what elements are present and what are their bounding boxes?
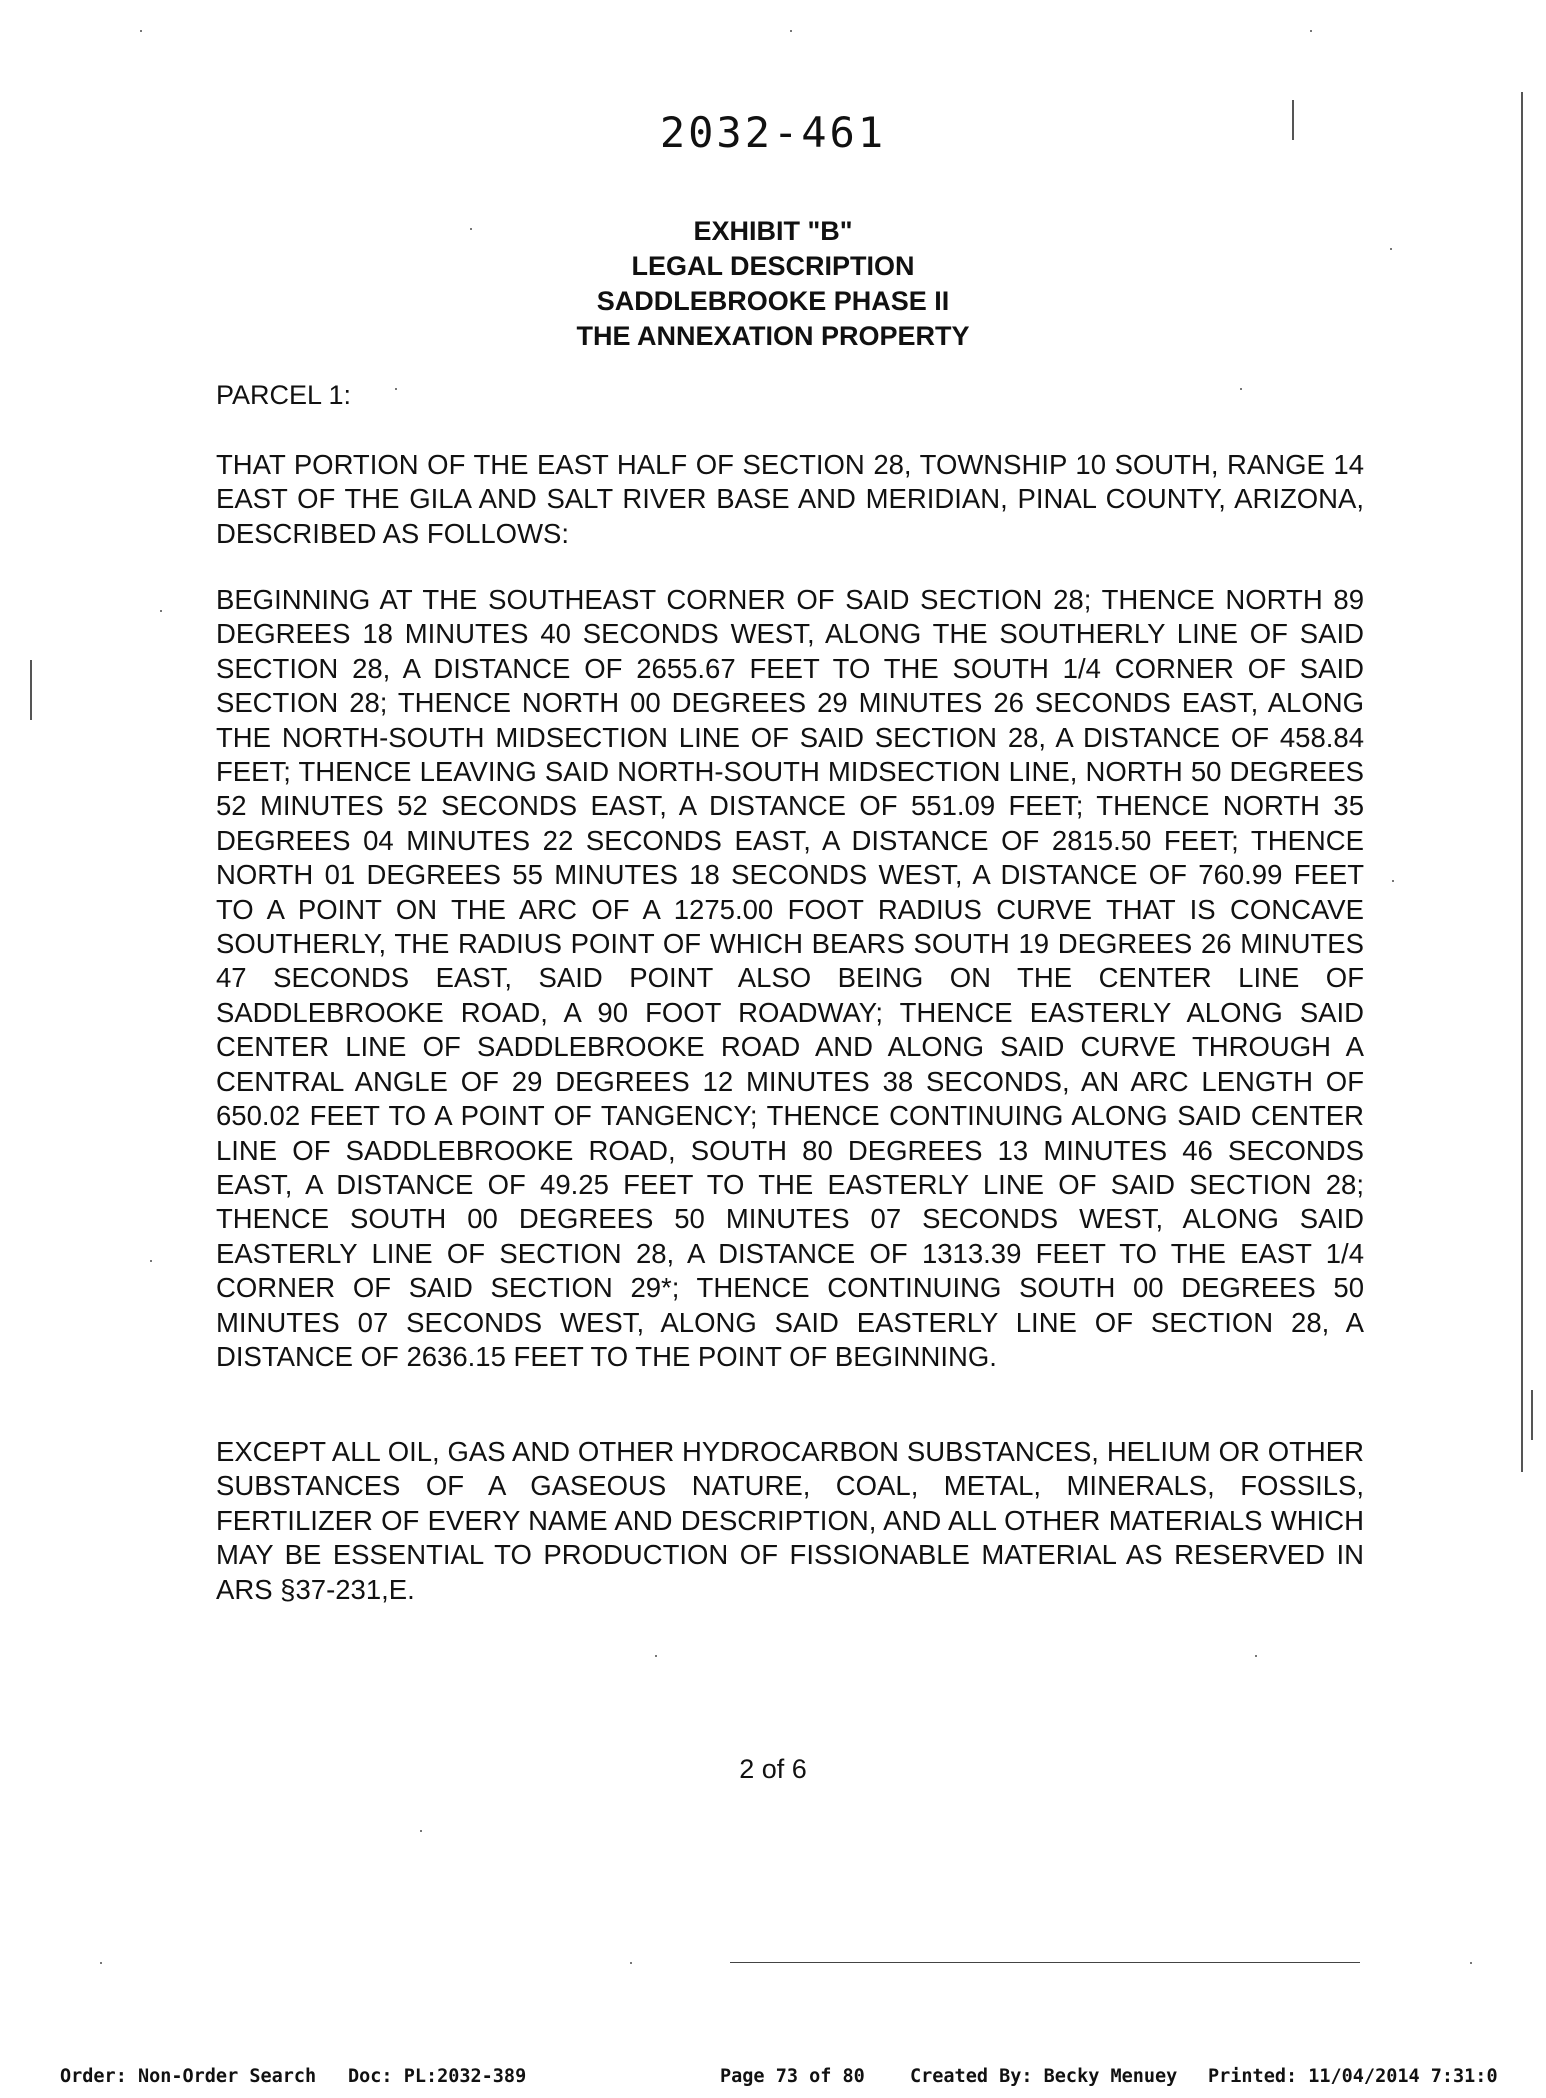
exhibit-heading bbox=[0, 214, 1546, 354]
scan-edge-line bbox=[1521, 92, 1523, 1472]
parcel-label: PARCEL 1: bbox=[216, 380, 352, 410]
scan-speck bbox=[100, 1962, 102, 1964]
scan-speck bbox=[420, 1830, 422, 1832]
page-number: 2 of 6 bbox=[739, 1754, 807, 1784]
footer-order: Order: Non-Order Search bbox=[60, 2066, 317, 2087]
scan-speck bbox=[630, 1962, 632, 1964]
scan-speck bbox=[470, 228, 472, 230]
heading-property-line: THE ANNEXATION PROPERTY bbox=[576, 321, 970, 351]
footer-printed: Printed: 11/04/2014 7:31:0 bbox=[1208, 2066, 1498, 2087]
scan-speck bbox=[655, 1655, 657, 1657]
bottom-rule bbox=[730, 1962, 1360, 1963]
heading-exhibit-line: EXHIBIT "B" bbox=[693, 216, 853, 246]
scan-mark bbox=[30, 660, 32, 720]
scan-speck bbox=[1392, 880, 1394, 882]
scan-speck bbox=[1390, 248, 1392, 250]
heading-legal-description-line: LEGAL DESCRIPTION bbox=[631, 251, 915, 281]
scan-speck bbox=[1240, 388, 1242, 390]
mineral-exception-paragraph: EXCEPT ALL OIL, GAS AND OTHER HYDROCARBON SUBSTANCES, HELIUM OR OTHER SUBSTANCES OF A GASEOUS NATURE, COAL, METAL, MINERALS, FOSSILS, FERTILIZER OF EVERY NAME AND DESCRIPTION, AND ALL OTHER MATERIALS WHICH MAY BE ESSENTIAL TO PRODUCTION OF FISSIONABLE MATERIAL AS RESERVED IN ARS §37-231,E. bbox=[216, 1436, 1364, 1605]
parcel-intro-paragraph: THAT PORTION OF THE EAST HALF OF SECTION 28, TOWNSHIP 10 SOUTH, RANGE 14 EAST OF THE GILA AND SALT RIVER BASE AND MERIDIAN, PINAL COUNTY, ARIZONA, DESCRIBED AS FOLLOWS: bbox=[216, 449, 1364, 549]
footer-created-by: Created By: Becky Menuey bbox=[910, 2066, 1178, 2087]
footer-doc: Doc: PL:2032-389 bbox=[348, 2066, 527, 2087]
scan-mark bbox=[1531, 1390, 1533, 1440]
scan-speck bbox=[140, 30, 142, 32]
scan-speck bbox=[790, 30, 792, 32]
scan-speck bbox=[150, 1260, 152, 1262]
scan-speck bbox=[395, 388, 397, 390]
scan-speck bbox=[1470, 1962, 1472, 1964]
scan-speck bbox=[1310, 30, 1312, 32]
scan-mark bbox=[1292, 100, 1294, 140]
scan-speck bbox=[1255, 1655, 1257, 1657]
recording-number: 2032-461 bbox=[659, 108, 887, 157]
scan-speck bbox=[160, 610, 162, 612]
heading-subdivision-line: SADDLEBROOKE PHASE II bbox=[596, 286, 950, 316]
footer-page: Page 73 of 80 bbox=[720, 2066, 865, 2087]
metes-and-bounds-paragraph: BEGINNING AT THE SOUTHEAST CORNER OF SAID SECTION 28; THENCE NORTH 89 DEGREES 18 MINUTES 40 SECONDS WEST, ALONG THE SOUTHERLY LINE OF SAID SECTION 28, A DISTANCE OF 2655.67 FEET TO THE SOUTH 1/4 CORNER OF SAID SECTION 28; THENCE NORTH 00 DEGREES 29 MINUTES 26 SECONDS EAST, ALONG THE NORTH-SOUTH MIDSECTION LINE OF SAID SECTION 28, A DISTANCE OF 458.84 FEET; THENCE LEAVING SAID NORTH-SOUTH MIDSECTION LINE, NORTH 50 DEGREES 52 MINUTES 52 SECONDS EAST, A DISTANCE OF 551.09 FEET; THENCE NORTH 35 DEGREES 04 MINUTES 22 SECONDS EAST, A DISTANCE OF 2815.50 FEET; THENCE NORTH 01 DEGREES 55 MINUTES 18 SECONDS WEST, A DISTANCE OF 760.99 FEET TO A POINT ON THE ARC OF A 1275.00 FOOT RADIUS CURVE THAT IS CONCAVE SOUTHERLY, THE RADIUS POINT OF WHICH BEARS SOUTH 19 DEGREES 26 MINUTES 47 SECONDS EAST, SAID POINT ALSO BEING ON THE CENTER LINE OF SADDLEBROOKE ROAD, A 90 FOOT ROADWAY; THENCE EASTERLY ALONG SAID CENTER LINE OF SADDLEBROOKE ROAD AND ALONG SAID CURVE THROUGH A CENTRAL ANGLE OF 29 DEGREES 12 MINUTES 38 SECONDS, AN ARC LENGTH OF 650.02 FEET TO A POINT OF TANGENCY; THENCE CONTINUING ALONG SAID CENTER LINE OF SADDLEBROOKE ROAD, SOUTH 80 DEGREES 13 MINUTES 46 SECONDS EAST, A DISTANCE OF 49.25 FEET TO THE EASTERLY LINE OF SAID SECTION 28; THENCE SOUTH 00 DEGREES 50 MINUTES 07 SECONDS WEST, ALONG SAID EASTERLY LINE OF SECTION 28, A DISTANCE OF 1313.39 FEET TO THE EAST 1/4 CORNER OF SAID SECTION 29*; THENCE CONTINUING SOUTH 00 DEGREES 50 MINUTES 07 SECONDS WEST, ALONG SAID EASTERLY LINE OF SECTION 28, A DISTANCE OF 2636.15 FEET TO THE POINT OF BEGINNING. bbox=[216, 584, 1364, 1372]
